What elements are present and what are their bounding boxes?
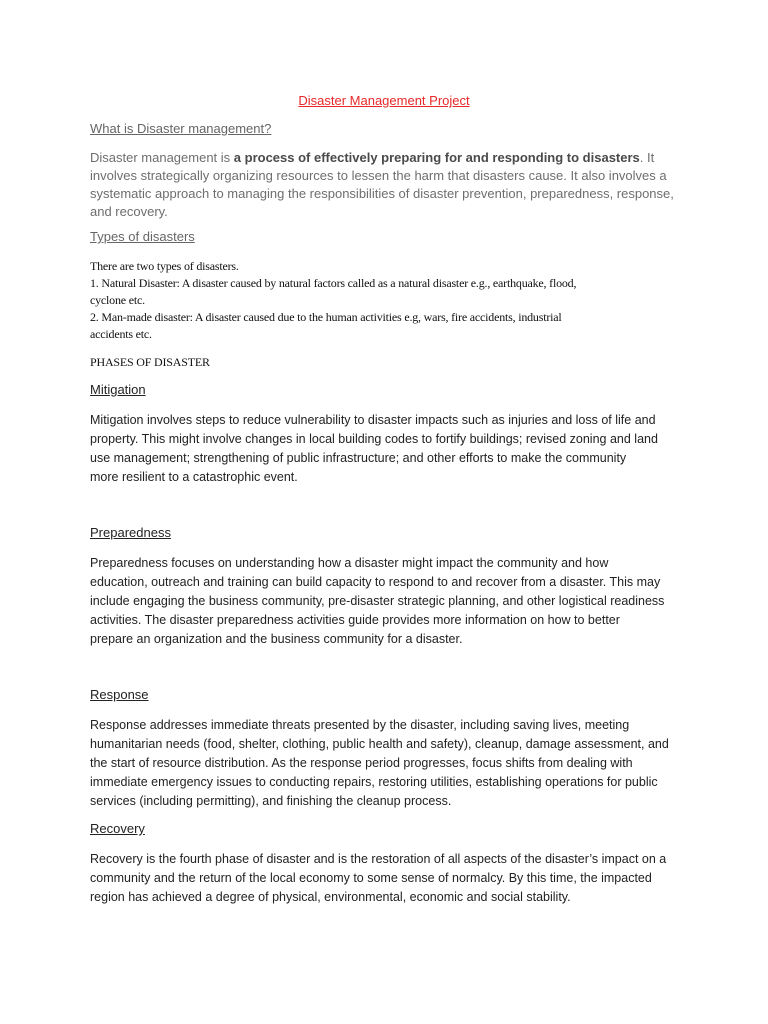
preparedness-paragraph [90,554,690,649]
paragraph-line: community and the return of the local economy to some sense of normalcy. By this time, the impacted [90,871,652,885]
response-paragraph [90,716,690,811]
types-line: There are two types of disasters. [90,259,239,273]
paragraph-line: Response addresses immediate threats presented by the disaster, including saving lives, meeting [90,718,630,732]
types-list [90,258,690,343]
types-line: accidents etc. [90,327,152,341]
paragraph-line: services (including permitting), and finishing the cleanup process. [90,794,452,808]
paragraph-line: property. This might involve changes in local building codes to fortify buildings; revised zoning and land [90,432,658,446]
intro-text-rest: . It involves strategically organizing resources to lessen the harm that disasters cause. It also involves a systematic approach to managing the responsibilities of disaster prevention, preparedness, response, and recovery. [90,150,674,219]
question-heading: What is Disaster management? [90,121,272,136]
intro-paragraph [90,149,690,221]
types-line: 1. Natural Disaster: A disaster caused by natural factors called as a natural disaster e.g., earthquake, flood, [90,276,577,290]
paragraph-line: include engaging the business community, pre-disaster strategic planning, and other logistical readiness [90,594,665,608]
recovery-heading: Recovery [90,821,145,836]
paragraph-line: region has achieved a degree of physical, environmental, economic and social stability. [90,890,571,904]
types-line: 2. Man-made disaster: A disaster caused due to the human activities e.g, wars, fire accidents, industrial [90,310,562,324]
response-heading: Response [90,687,149,702]
paragraph-line: prepare an organization and the business community for a disaster. [90,632,463,646]
paragraph-line: the start of resource distribution. As the response period progresses, focus shifts from dealing with [90,756,633,770]
paragraph-line: education, outreach and training can build capacity to respond to and recover from a disaster. This may [90,575,661,589]
preparedness-heading: Preparedness [90,525,171,540]
recovery-paragraph [90,850,690,907]
paragraph-line: Preparedness focuses on understanding how a disaster might impact the community and how [90,556,609,570]
phases-heading: PHASES OF DISASTER [90,355,210,369]
paragraph-line: use management; strengthening of public infrastructure; and other efforts to make the community [90,451,627,465]
paragraph-line: Mitigation involves steps to reduce vulnerability to disaster impacts such as injuries and loss of life and [90,413,656,427]
mitigation-heading: Mitigation [90,382,146,397]
paragraph-line: humanitarian needs (food, shelter, clothing, public health and safety), cleanup, damage assessment, and [90,737,669,751]
intro-bold-text: a process of effectively preparing for and responding to disasters [233,150,640,165]
document-title: Disaster Management Project [298,93,470,108]
paragraph-line: more resilient to a catastrophic event. [90,470,298,484]
types-line: cyclone etc. [90,293,145,307]
paragraph-line: activities. The disaster preparedness activities guide provides more information on how to better [90,613,620,627]
types-heading: Types of disasters [90,229,195,244]
paragraph-line: Recovery is the fourth phase of disaster and is the restoration of all aspects of the disaster’s impact on a [90,852,667,866]
intro-text-start: Disaster management is [90,150,234,165]
mitigation-paragraph [90,411,690,487]
paragraph-line: immediate emergency issues to conducting repairs, restoring utilities, establishing operations for public [90,775,658,789]
